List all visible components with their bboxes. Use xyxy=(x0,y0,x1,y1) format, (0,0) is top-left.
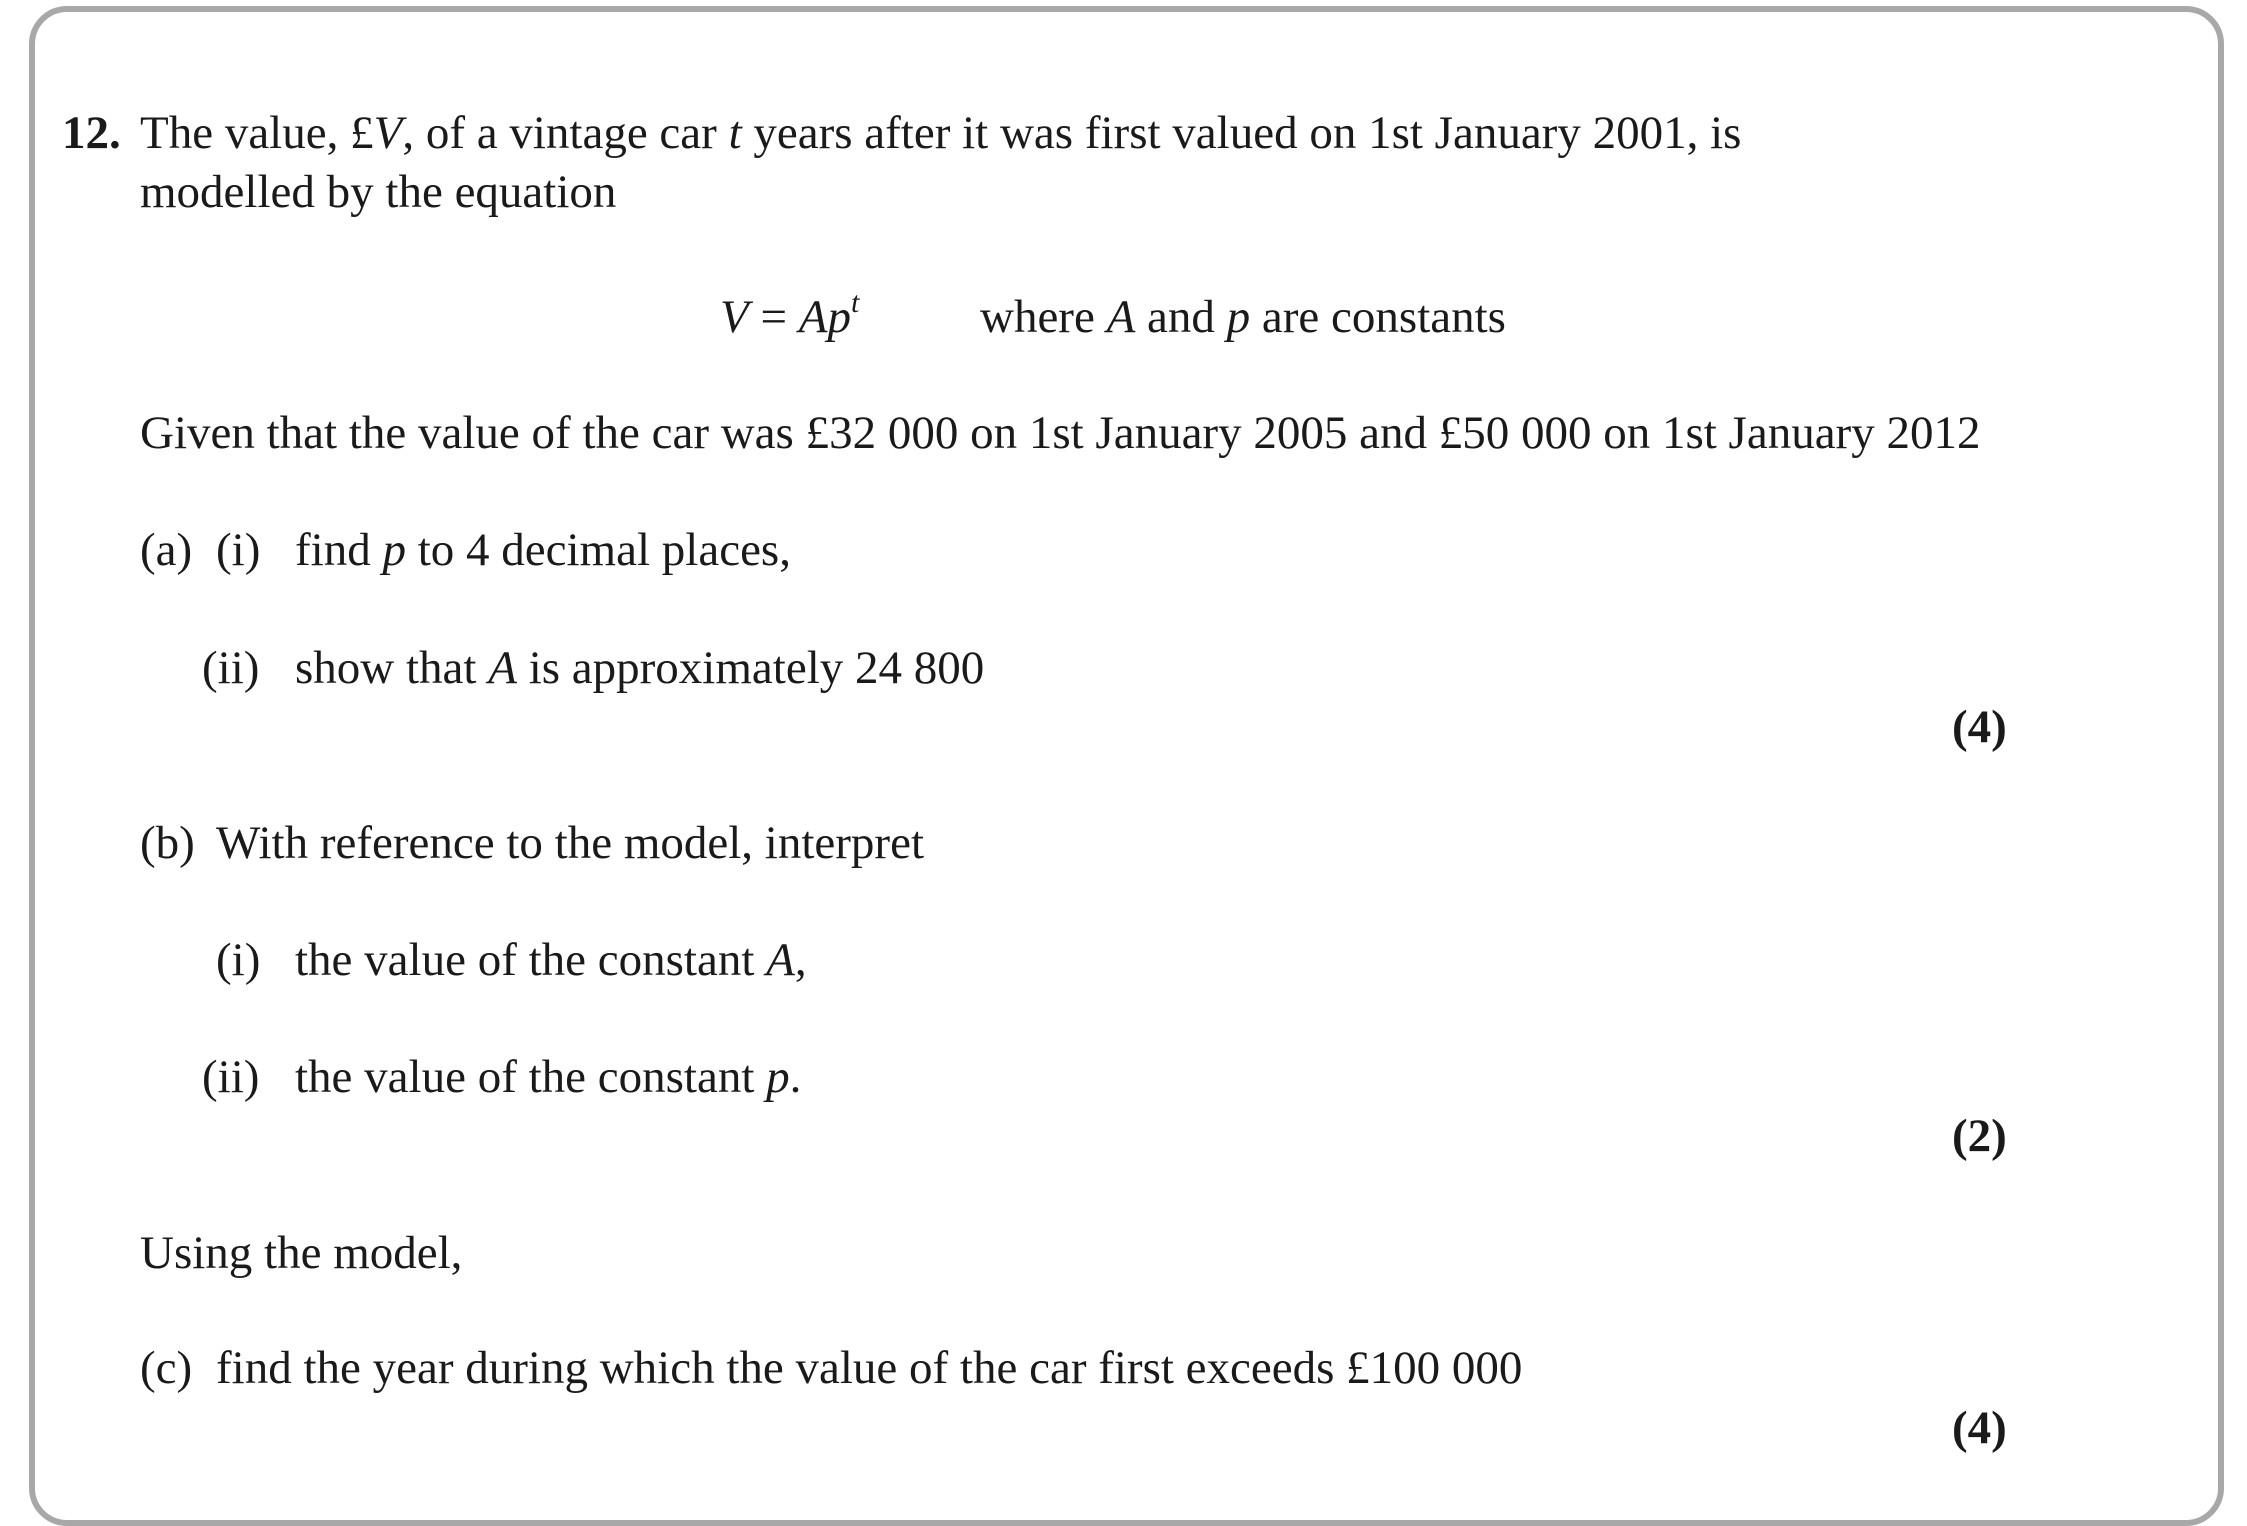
eq-equals: = xyxy=(748,291,799,343)
intro-text-b: , of a vintage car xyxy=(402,107,729,159)
part-c-text: find the year during which the value of the car first exceeds £100 000 xyxy=(216,1342,1523,1394)
part-b-i-text-a: the value of the constant xyxy=(295,934,767,986)
part-a-i-label: (i) xyxy=(216,524,261,576)
part-a-marks: (4) xyxy=(1952,701,2007,753)
part-c-marks: (4) xyxy=(1952,1402,2007,1454)
part-c-label: (c) xyxy=(140,1342,193,1394)
part-a-ii-label: (ii) xyxy=(202,642,260,694)
part-b-text: With reference to the model, interpret xyxy=(216,817,925,869)
var-v: V xyxy=(373,107,403,159)
eq-exponent: t xyxy=(850,286,860,319)
part-b-i-label: (i) xyxy=(216,934,261,986)
part-b-ii-text xyxy=(295,1049,801,1105)
part-a-label: (a) xyxy=(140,524,193,576)
question-frame xyxy=(29,6,2224,1526)
part-b-i-text xyxy=(295,932,807,988)
model-equation xyxy=(720,286,860,345)
part-a-i-text-b: to 4 decimal places, xyxy=(405,524,791,576)
where-var-a: A xyxy=(1106,291,1136,343)
part-b-i-var-a: A xyxy=(766,934,795,986)
question-number: 12. xyxy=(62,107,121,159)
part-a-i-var-p: p xyxy=(382,524,406,576)
var-t: t xyxy=(728,107,742,159)
part-a-ii-text-a: show that xyxy=(295,642,489,694)
intro-line-2: modelled by the equation xyxy=(140,166,617,218)
intro-line-1 xyxy=(140,105,1741,161)
where-and: and xyxy=(1135,291,1227,343)
part-b-ii-text-b: . xyxy=(789,1051,802,1103)
where-text: where xyxy=(980,291,1107,343)
where-constants: are constants xyxy=(1250,291,1506,343)
eq-p: p xyxy=(827,291,851,343)
intro-text-a: The value, £ xyxy=(140,107,374,159)
part-a-ii-var-a: A xyxy=(488,642,517,694)
where-var-p: p xyxy=(1226,291,1251,343)
part-b-ii-var-p: p xyxy=(766,1051,790,1103)
part-b-marks: (2) xyxy=(1952,1110,2007,1162)
part-b-label: (b) xyxy=(140,817,195,869)
intro-text-c: years after it was first valued on 1st January 2001, is xyxy=(741,107,1742,159)
equation-condition xyxy=(980,289,1506,345)
part-b-ii-text-a: the value of the constant xyxy=(295,1051,767,1103)
part-a-i-text-a: find xyxy=(295,524,383,576)
part-a-ii-text xyxy=(295,640,984,696)
eq-v: V xyxy=(720,291,749,343)
part-b-i-text-b: , xyxy=(794,934,807,986)
eq-a: A xyxy=(798,291,828,343)
part-b-ii-label: (ii) xyxy=(202,1051,260,1103)
part-a-ii-text-b: is approximately 24 800 xyxy=(516,642,985,694)
given-statement: Given that the value of the car was £32 000 on 1st January 2005 and £50 000 on 1st January 2012 xyxy=(140,407,1981,459)
using-model-text: Using the model, xyxy=(140,1227,463,1279)
part-a-i-text xyxy=(295,522,791,578)
